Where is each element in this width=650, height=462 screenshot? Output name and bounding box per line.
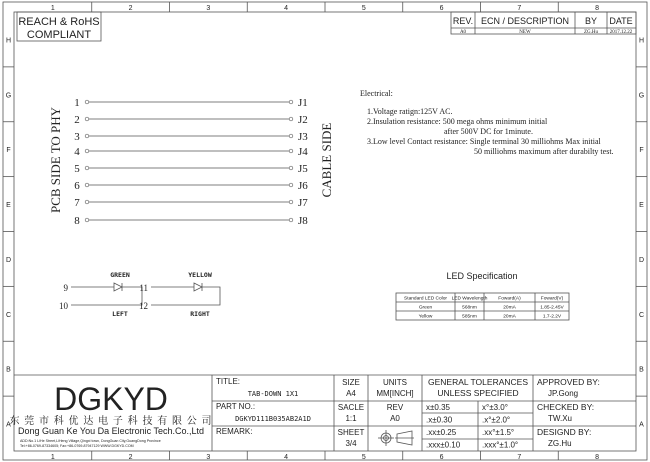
- checked-label: CHECKED BY:: [537, 402, 595, 412]
- terminal-icon: [85, 100, 89, 104]
- electrical-line: 2.Insulation resistance: 500 mega ohms minimum initial: [367, 117, 548, 126]
- rev-value: A0: [459, 30, 467, 35]
- led-color-label: YELLOW: [188, 271, 212, 279]
- date-header: DATE: [609, 16, 633, 26]
- compliance-line2: COMPLIANT: [26, 29, 92, 41]
- pin-label: 6: [74, 180, 80, 192]
- row-marker: H: [638, 37, 645, 45]
- pin-connection: [74, 215, 308, 227]
- pin-label: 8: [74, 215, 80, 227]
- pin-label: 1: [74, 97, 80, 109]
- row-marker: C: [638, 311, 645, 319]
- led-color-label: GREEN: [110, 271, 130, 279]
- led-circuit: [139, 271, 220, 318]
- wire: [71, 287, 142, 305]
- electrical-line: 50 milliohms maximum after durabilty test.: [474, 147, 614, 156]
- row-marker: F: [639, 147, 644, 155]
- row-marker: E: [639, 202, 644, 210]
- row-marker: C: [5, 311, 12, 319]
- column-marker: 2: [128, 5, 133, 12]
- checked-value: TW.Xu: [548, 414, 573, 423]
- pin-label: 10: [59, 301, 68, 311]
- row-marker: G: [638, 92, 645, 100]
- led-circuits: [59, 271, 220, 318]
- column-marker: 2: [128, 454, 133, 461]
- led-spec-title: LED Specification: [446, 271, 518, 281]
- tolerance-value: .xx°±1.5°: [482, 428, 515, 437]
- electrical-line: 3.Low level Contact resistance: Single terminal 30 milliohms Max initial: [367, 137, 601, 146]
- table-cell: 1.85-2.45V: [540, 305, 564, 311]
- column-marker: 5: [361, 454, 366, 461]
- row-marker: H: [5, 37, 12, 45]
- remark-label: REMARK:: [216, 427, 253, 436]
- by-header: BY: [584, 16, 598, 26]
- company-name-cn: 东 莞 市 科 优 达 电 子 科 技 有 限 公 司: [9, 416, 213, 427]
- tolerance-value: .xxx°±1.0°: [482, 440, 519, 450]
- electrical-notes: [360, 89, 614, 156]
- column-marker: 6: [439, 5, 444, 12]
- pin-connection: [74, 180, 308, 192]
- row-marker: B: [6, 366, 11, 374]
- terminal-icon: [85, 200, 89, 204]
- rev-value: A0: [390, 414, 400, 423]
- electrical-line: after 500V DC for 1minute.: [444, 127, 533, 136]
- terminal-icon: [85, 117, 89, 121]
- pin-connection: [74, 114, 308, 126]
- terminal-icon: [85, 134, 89, 138]
- pcb-side-label: PCB SIDE TO PHY: [48, 106, 63, 214]
- table-cell: 568nm: [462, 305, 477, 311]
- table-header: Foward(V): [540, 296, 564, 302]
- terminal-icon: [85, 166, 89, 170]
- table-cell: 20mA: [503, 305, 516, 311]
- pin-connection: [74, 97, 308, 109]
- company-logo: DGKYD: [54, 381, 168, 417]
- pin-label: 5: [74, 163, 80, 175]
- rev-label: REV: [386, 403, 404, 412]
- pin-label: 12: [139, 301, 148, 311]
- jack-label: J3: [298, 131, 308, 143]
- ecn-header: ECN / DESCRIPTION: [480, 16, 570, 26]
- pin-connection: [74, 163, 308, 175]
- jack-label: J4: [298, 146, 308, 158]
- table-cell: 1.7-2.2V: [542, 314, 562, 320]
- diode-icon: [194, 283, 202, 291]
- column-marker: 8: [595, 5, 600, 12]
- terminal-icon: [289, 149, 293, 153]
- table-header: Standard LED Color: [404, 296, 447, 302]
- sheet-value: 3/4: [345, 439, 357, 448]
- jack-label: J1: [298, 97, 308, 109]
- company-contact: Tel:+86-0769-87334605; Fax:+86-0769-87947129 WWW.DGKYD.COM: [20, 444, 134, 448]
- row-marker: B: [639, 366, 644, 374]
- terminal-icon: [289, 218, 293, 222]
- led-spec-table: [396, 293, 569, 320]
- row-marker: D: [638, 256, 645, 264]
- column-marker: 3: [206, 5, 211, 12]
- led-side-label: LEFT: [112, 310, 128, 318]
- terminal-icon: [289, 117, 293, 121]
- column-marker: 4: [284, 5, 289, 12]
- pin-label: 9: [63, 283, 68, 293]
- tolerance-value: .xxx±0.10: [426, 440, 461, 450]
- pin-label: 3: [74, 131, 80, 143]
- led-circuit: [59, 271, 142, 318]
- size-value: A4: [346, 389, 356, 398]
- electrical-title: Electrical:: [360, 89, 393, 98]
- scale-label: SACLE: [337, 403, 365, 412]
- pin-connection: [74, 131, 308, 143]
- wire: [151, 287, 220, 305]
- row-marker: A: [6, 421, 11, 429]
- part-no-label: PART NO.:: [216, 402, 256, 411]
- title-block: [9, 375, 636, 451]
- electrical-line: 1.Voltage ratign:125V AC.: [367, 107, 453, 116]
- column-marker: 3: [206, 454, 211, 461]
- company-name-en: Dong Guan Ke You Da Electronic Tech.Co.,Ltd: [18, 426, 204, 436]
- terminal-icon: [85, 149, 89, 153]
- scale-value: 1:1: [345, 414, 357, 423]
- pin-connection: [74, 146, 308, 158]
- terminal-icon: [85, 218, 89, 222]
- approved-value: JP.Gong: [548, 389, 579, 398]
- by-value: ZG.Hu: [583, 30, 599, 35]
- jack-label: J7: [298, 197, 308, 209]
- terminal-icon: [289, 166, 293, 170]
- row-marker: F: [6, 147, 11, 155]
- jack-label: J2: [298, 114, 308, 126]
- designed-value: ZG.Hu: [548, 439, 572, 448]
- revision-table: [451, 12, 636, 35]
- column-marker: 1: [50, 5, 55, 12]
- row-marker: D: [5, 256, 12, 264]
- column-marker: 7: [517, 454, 522, 461]
- terminal-icon: [289, 183, 293, 187]
- diode-icon: [114, 283, 122, 291]
- column-marker: 4: [284, 454, 289, 461]
- tolerance-value: .xx±0.25: [426, 428, 457, 437]
- units-label: UNITS: [383, 378, 407, 387]
- part-no-value: DGKYD111B035AB2A1D: [235, 415, 311, 423]
- terminal-icon: [85, 183, 89, 187]
- row-marker: G: [5, 92, 12, 100]
- approved-label: APPROVED BY:: [537, 377, 600, 387]
- sheet-label: SHEET: [337, 428, 365, 437]
- tolerance-value: .x±0.30: [426, 415, 453, 425]
- pin-label: 4: [74, 146, 80, 158]
- pin-label: 2: [74, 114, 80, 126]
- jack-label: J8: [298, 215, 308, 227]
- cable-side-label: CABLE SIDE: [319, 122, 334, 198]
- column-marker: 1: [50, 454, 55, 461]
- row-marker: E: [6, 202, 11, 210]
- tolerance-value: .x°±2.0°: [482, 415, 511, 425]
- tolerance-title2: UNLESS SPECIFIED: [437, 388, 519, 398]
- company-address: ADD:No.1 LiHe Street,LiHeng Village,Qingxi town, DongGuan City,GuangDong Province: [20, 439, 161, 443]
- tolerance-title1: GENERAL TOLERANCES: [428, 377, 528, 387]
- units-value: MM[INCH]: [376, 389, 414, 398]
- table-header: Foward(A): [498, 296, 521, 302]
- jack-label: J6: [298, 180, 308, 192]
- column-marker: 6: [439, 454, 444, 461]
- pin-connection: [74, 197, 308, 209]
- compliance-line1: REACH & RoHS: [18, 16, 100, 28]
- table-cell: Yellow: [418, 314, 433, 320]
- table-cell: Green: [418, 305, 433, 311]
- table-cell: 20mA: [503, 314, 516, 320]
- ecn-value: NEW: [519, 30, 531, 35]
- date-value: 2017.12.22: [609, 30, 633, 35]
- pin-label: 7: [74, 197, 80, 209]
- terminal-icon: [289, 134, 293, 138]
- terminal-icon: [289, 200, 293, 204]
- pin-wiring: [74, 97, 308, 227]
- terminal-icon: [289, 100, 293, 104]
- designed-label: DESIGND BY:: [537, 427, 592, 437]
- column-marker: 5: [361, 5, 366, 12]
- title-label: TITLE:: [216, 377, 241, 386]
- projection-symbol-icon: [378, 430, 414, 446]
- row-marker: A: [639, 421, 644, 429]
- column-marker: 7: [517, 5, 522, 12]
- size-label: SIZE: [342, 378, 360, 387]
- pin-label: 11: [139, 283, 148, 293]
- title-value: TAB-DOWN 1X1: [247, 390, 299, 398]
- column-marker: 8: [595, 454, 600, 461]
- tolerance-value: x±0.35: [426, 403, 450, 412]
- table-cell: 585nm: [462, 314, 477, 320]
- led-side-label: RIGHT: [190, 310, 210, 318]
- table-header: LED Wavelength: [451, 296, 488, 302]
- jack-label: J5: [298, 163, 308, 175]
- tolerance-value: x°±3.0°: [482, 403, 508, 412]
- rev-header: REV.: [452, 16, 474, 26]
